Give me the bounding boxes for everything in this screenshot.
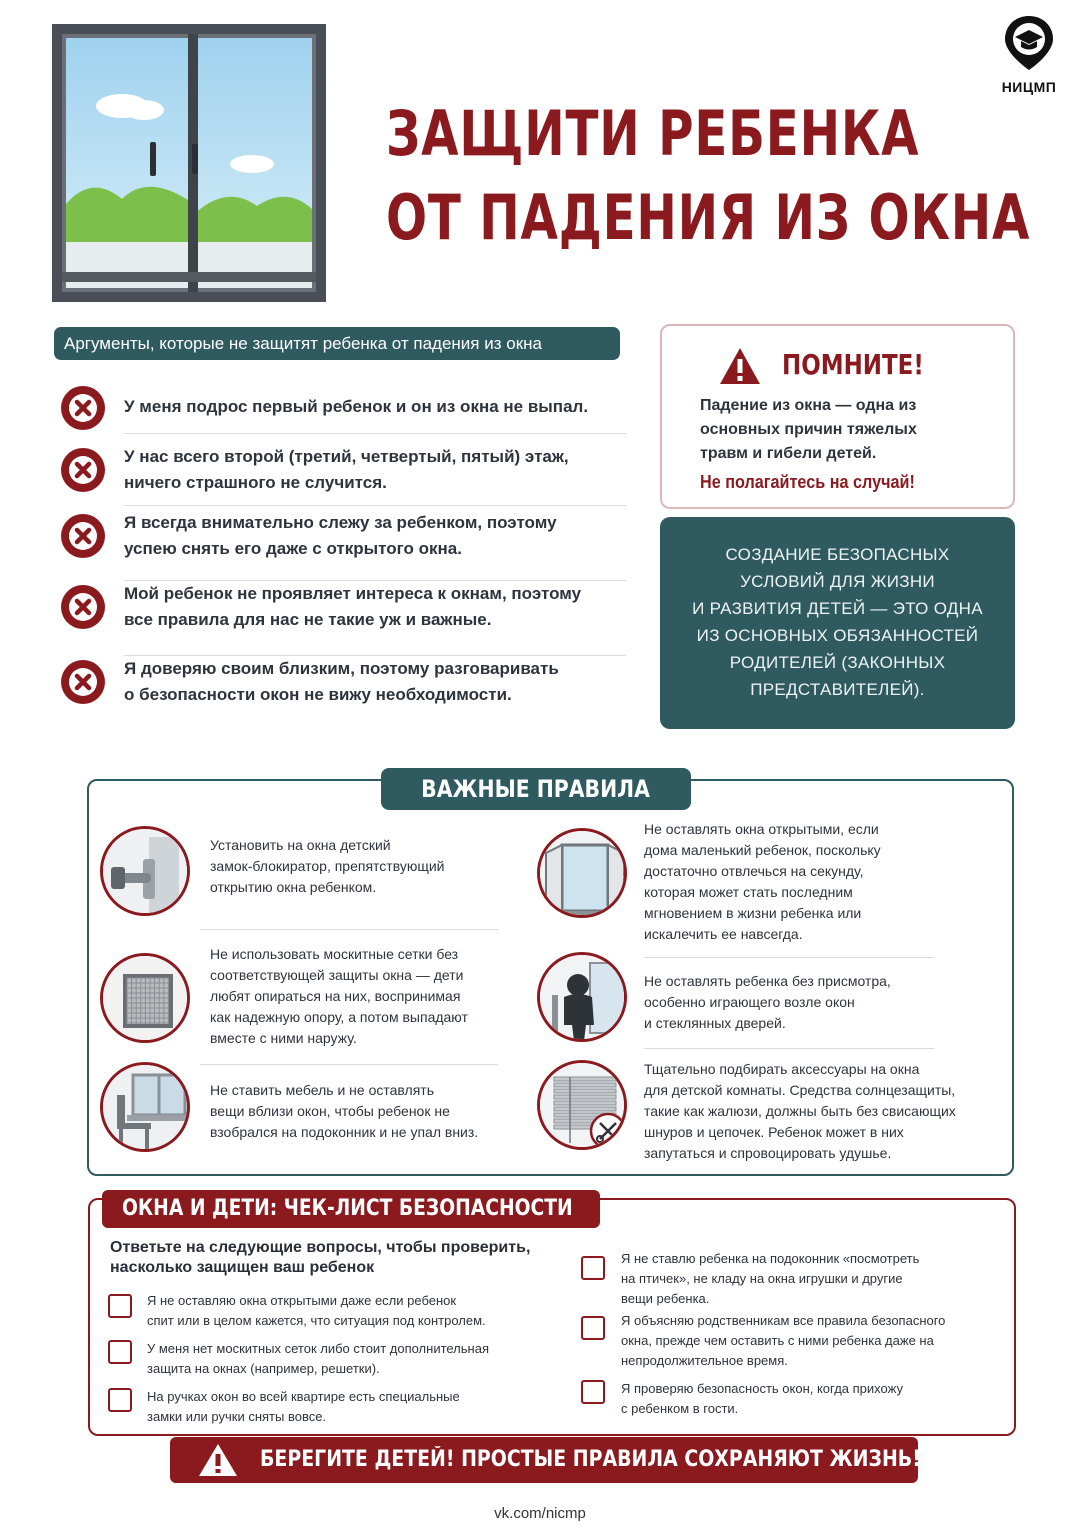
page-title xyxy=(386,92,1031,260)
parent-duty-box: СОЗДАНИЕ БЕЗОПАСНЫХ УСЛОВИЙ ДЛЯ ЖИЗНИ И РАЗВИТИЯ ДЕТЕЙ — ЭТО ОДНА ИЗ ОСНОВНЫХ ОБЯЗАННОСТЕЙ РОДИТЕЛЕЙ (ЗАКОННЫХ ПРЕДСТАВИТЕЛЕЙ). xyxy=(660,517,1015,729)
mosquito-net-icon xyxy=(100,953,190,1043)
arguments-heading: Аргументы, которые не защитят ребенка от падения из окна xyxy=(54,327,620,360)
warning-icon xyxy=(198,1443,238,1477)
cross-icon xyxy=(60,447,106,493)
argument-text: Я всегда внимательно слежу за ребенком, поэтому успею снять его даже с открытого окна. xyxy=(124,513,557,558)
argument-text: У меня подрос первый ребенок и он из окна не выпал. xyxy=(124,397,589,416)
child-at-window-icon xyxy=(537,952,627,1042)
remember-alert: Не полагайтесь на случай! xyxy=(700,472,915,492)
rule-text: Не оставлять окна открытыми, если дома маленький ребенок, поскольку достаточно отвлечься на секунду, которая может стать последним мгновением в жизни ребенка или искалечить ее навсегда. xyxy=(644,821,881,942)
title-line-1: ЗАЩИТИ РЕБЕНКА xyxy=(386,97,920,170)
checklist-item-text: Я проверяю безопасность окон, когда прихожу с ребенком в гости. xyxy=(621,1381,903,1416)
argument-text: Я доверяю своим близким, поэтому разговаривать о безопасности окон не вижу необходимости. xyxy=(124,659,559,704)
cross-icon xyxy=(60,513,106,559)
checklist-item-text: Я не оставляю окна открытыми даже если ребенок спит или в целом кажется, что ситуация под контролем. xyxy=(147,1293,486,1328)
remember-title: ПОМНИТЕ! xyxy=(782,348,924,381)
site-link[interactable]: vk.com/nicmp xyxy=(494,1505,586,1522)
remember-text: Падение из окна — одна из основных причин тяжелых травм и гибели детей. xyxy=(700,397,917,462)
checklist-intro: Ответьте на следующие вопросы, чтобы проверить, насколько защищен ваш ребенок xyxy=(110,1239,531,1276)
checklist-item-text: У меня нет москитных сеток либо стоит дополнительная защита на окнах (например, решетки). xyxy=(147,1341,489,1376)
warning-icon xyxy=(718,346,762,386)
cross-icon xyxy=(60,659,106,705)
rule-text: Тщательно подбирать аксессуары на окна для детской комнаты. Средства солнцезащиты, такие как жалюзи, должны быть без свисающих шнуров и цепочек. Ребенок может в них запутаться и спровоцировать удушье. xyxy=(644,1061,956,1161)
divider xyxy=(124,505,626,506)
chair-by-window-icon xyxy=(100,1062,190,1152)
rule-text: Не оставлять ребенка без присмотра, особенно играющего возле окон и стеклянных дверей. xyxy=(644,973,891,1031)
rule-text: Не ставить мебель и не оставлять вещи вблизи окон, чтобы ребенок не взобрался на подоконник и не упал вниз. xyxy=(210,1082,479,1140)
checklist-checkbox[interactable] xyxy=(581,1256,605,1280)
divider xyxy=(644,1048,934,1049)
footer-slogan: БЕРЕГИТЕ ДЕТЕЙ! ПРОСТЫЕ ПРАВИЛА СОХРАНЯЮТ ЖИЗНЬ! xyxy=(260,1447,921,1472)
checklist-checkbox[interactable] xyxy=(581,1380,605,1404)
rules-heading: ВАЖНЫЕ ПРАВИЛА xyxy=(381,768,691,810)
remember-heading xyxy=(718,346,998,386)
divider xyxy=(124,655,626,656)
divider xyxy=(124,433,626,434)
checklist-item-text: Я не ставлю ребенка на подоконник «посмотреть на птичек», не кладу на окна игрушки и другие вещи ребенка. xyxy=(621,1251,920,1306)
open-window-icon xyxy=(537,828,627,918)
divider xyxy=(644,957,934,958)
nicmp-logo xyxy=(990,14,1068,100)
checklist-checkbox[interactable] xyxy=(108,1294,132,1318)
cross-icon xyxy=(60,385,106,431)
checklist-checkbox[interactable] xyxy=(108,1388,132,1412)
argument-text: У нас всего второй (третий, четвертый, пятый) этаж, ничего страшного не случится. xyxy=(124,447,569,492)
graduation-cap-icon xyxy=(1003,14,1055,72)
title-line-2: ОТ ПАДЕНИЯ ИЗ ОКНА xyxy=(386,181,1031,254)
argument-text: Мой ребенок не проявляет интереса к окнам, поэтому все правила для нас не такие уж и важные. xyxy=(124,584,582,629)
rule-text: Не использовать москитные сетки без соответствующей защиты окна — дети любят опираться на них, воспринимая как надежную опору, а потом выпадают вместе с ними наружу. xyxy=(210,946,468,1046)
divider xyxy=(200,1064,498,1065)
cross-icon xyxy=(60,584,106,630)
footer-banner xyxy=(170,1437,921,1483)
window-illustration xyxy=(52,24,326,302)
checklist-checkbox[interactable] xyxy=(108,1340,132,1364)
rule-text: Установить на окна детский замок-блокиратор, препятствующий открытию окна ребенком. xyxy=(210,837,445,895)
checklist-item-text: Я объясняю родственникам все правила безопасного окна, прежде чем оставить с ними ребенка даже на непродолжительное время. xyxy=(621,1313,946,1368)
checklist-heading: ОКНА И ДЕТИ: ЧЕК-ЛИСТ БЕЗОПАСНОСТИ xyxy=(102,1190,600,1228)
blinds-scissors-icon xyxy=(537,1060,627,1150)
checklist-item-text: На ручках окон во всей квартире есть специальные замки или ручки сняты вовсе. xyxy=(147,1389,460,1424)
divider xyxy=(124,580,626,581)
logo-text: НИЦМП xyxy=(1001,79,1057,95)
remember-box xyxy=(660,324,1015,509)
divider xyxy=(200,929,498,930)
checklist-checkbox[interactable] xyxy=(581,1316,605,1340)
window-lock-icon xyxy=(100,826,190,916)
